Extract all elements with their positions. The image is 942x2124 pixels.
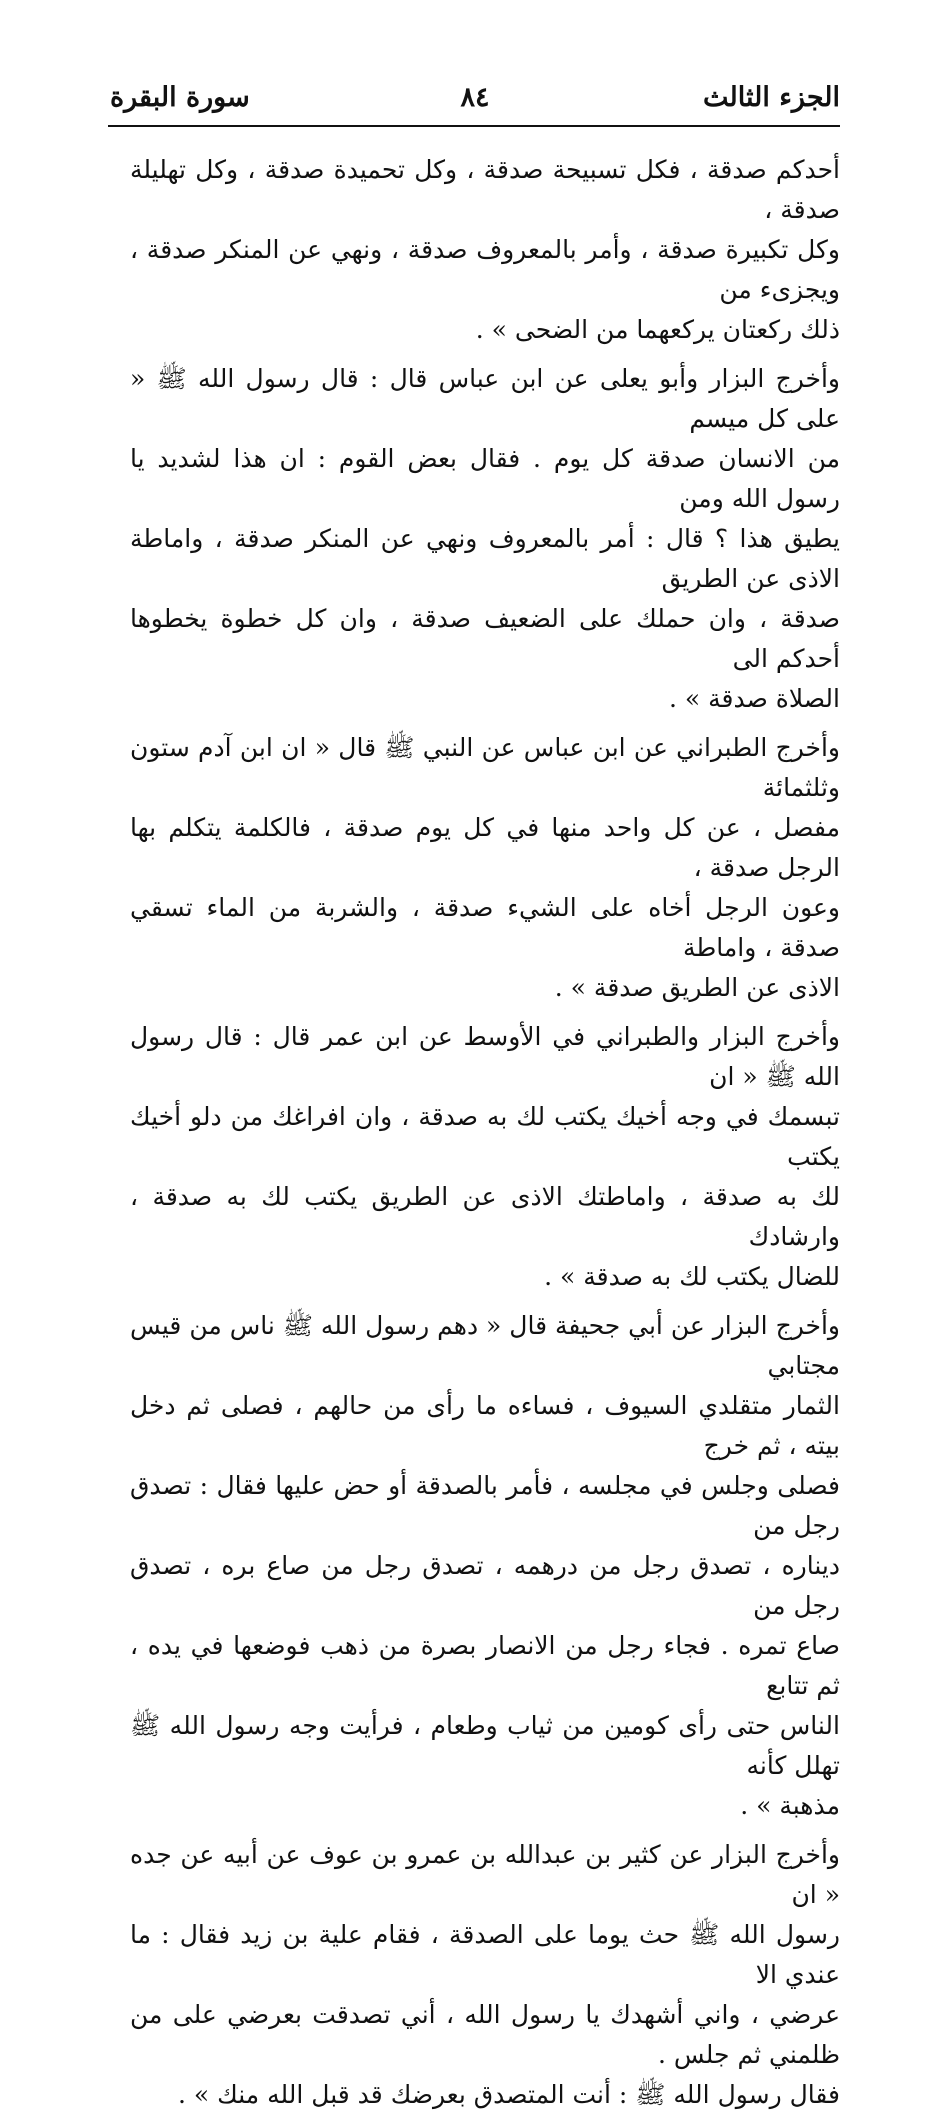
page-header — [110, 78, 840, 118]
paragraph: وأخرج البزار والطبراني في الأوسط عن ابن عمر قال : قال رسول الله ﷺ « ان تبسمك في وجه أخيك يكتب لك به صدقة ، وان افراغك من دلو أخيك يكتب لك به صدقة ، واماطتك الاذى عن الطريق يكتب لك به صدقة ، وارشادك للضال يكتب لك به صدقة » . — [130, 1022, 840, 1291]
paragraph: وأخرج البزار وأبو يعلى عن ابن عباس قال : قال رسول الله ﷺ « على كل ميسم من الانسان صدقة كل يوم . فقال بعض القوم : ان هذا لشديد يا رسول الله ومن يطيق هذا ؟ قال : أمر بالمعروف ونهي عن المنكر صدقة ، واماطة الاذى عن الطريق صدقة ، وان حملك على الضعيف صدقة ، وان كل خطوة يخطوها أحدكم الى الصلاة صدقة » . — [130, 364, 840, 713]
paragraph: وأخرج البزار عن أبي جحيفة قال « دهم رسول الله ﷺ ناس من قيس مجتابي الثمار متقلدي السيوف ، فساءه ما رأى من حالهم ، فصلى ثم دخل بيته ، ثم خرج فصلى وجلس في مجلسه ، فأمر بالصدقة أو حض عليها فقال : تصدق رجل من ديناره ، تصدق رجل من درهمه ، تصدق رجل من صاع بره ، تصدق رجل من صاع تمره . فجاء رجل من الانصار بصرة من ذهب فوضعها في يده ، ثم تتابع الناس حتى رأى كومين من ثياب وطعام ، فرأيت وجه رسول الله ﷺ تهلل كأنه مذهبة » . — [130, 1311, 840, 1820]
part-title: الجزء الثالث — [703, 82, 840, 113]
paragraph: وأخرج البزار عن كثير بن عبدالله بن عمرو بن عوف عن أبيه عن جده « ان رسول الله ﷺ حث يوما على الصدقة ، فقام علية بن زيد فقال : ما عندي الا عرضي ، واني أشهدك يا رسول الله ، أني تصدقت بعرضي على من ظلمني ثم جلس . فقال رسول الله ﷺ : أنت المتصدق بعرضك قد قبل الله منك » . — [130, 1840, 840, 2109]
paragraph: وأخرج الطبراني عن ابن عباس عن النبي ﷺ قال « ان ابن آدم ستون وثلثمائة مفصل ، عن كل واحد منها في كل يوم صدقة ، فالكلمة يتكلم بها الرجل صدقة ، وعون الرجل أخاه على الشيء صدقة ، والشربة من الماء تسقي صدقة ، واماطة الاذى عن الطريق صدقة » . — [130, 733, 840, 1002]
page-number: ٨٤ — [460, 82, 490, 113]
surah-title: سورة البقرة — [110, 82, 250, 113]
page-body — [130, 150, 840, 2124]
header-rule — [108, 125, 840, 127]
paragraph: أحدكم صدقة ، فكل تسبيحة صدقة ، وكل تحميدة صدقة ، وكل تهليلة صدقة ، وكل تكبيرة صدقة ، وأمر بالمعروف صدقة ، ونهي عن المنكر صدقة ، ويجزىء من ذلك ركعتان يركعهما من الضحى » . — [130, 155, 840, 344]
